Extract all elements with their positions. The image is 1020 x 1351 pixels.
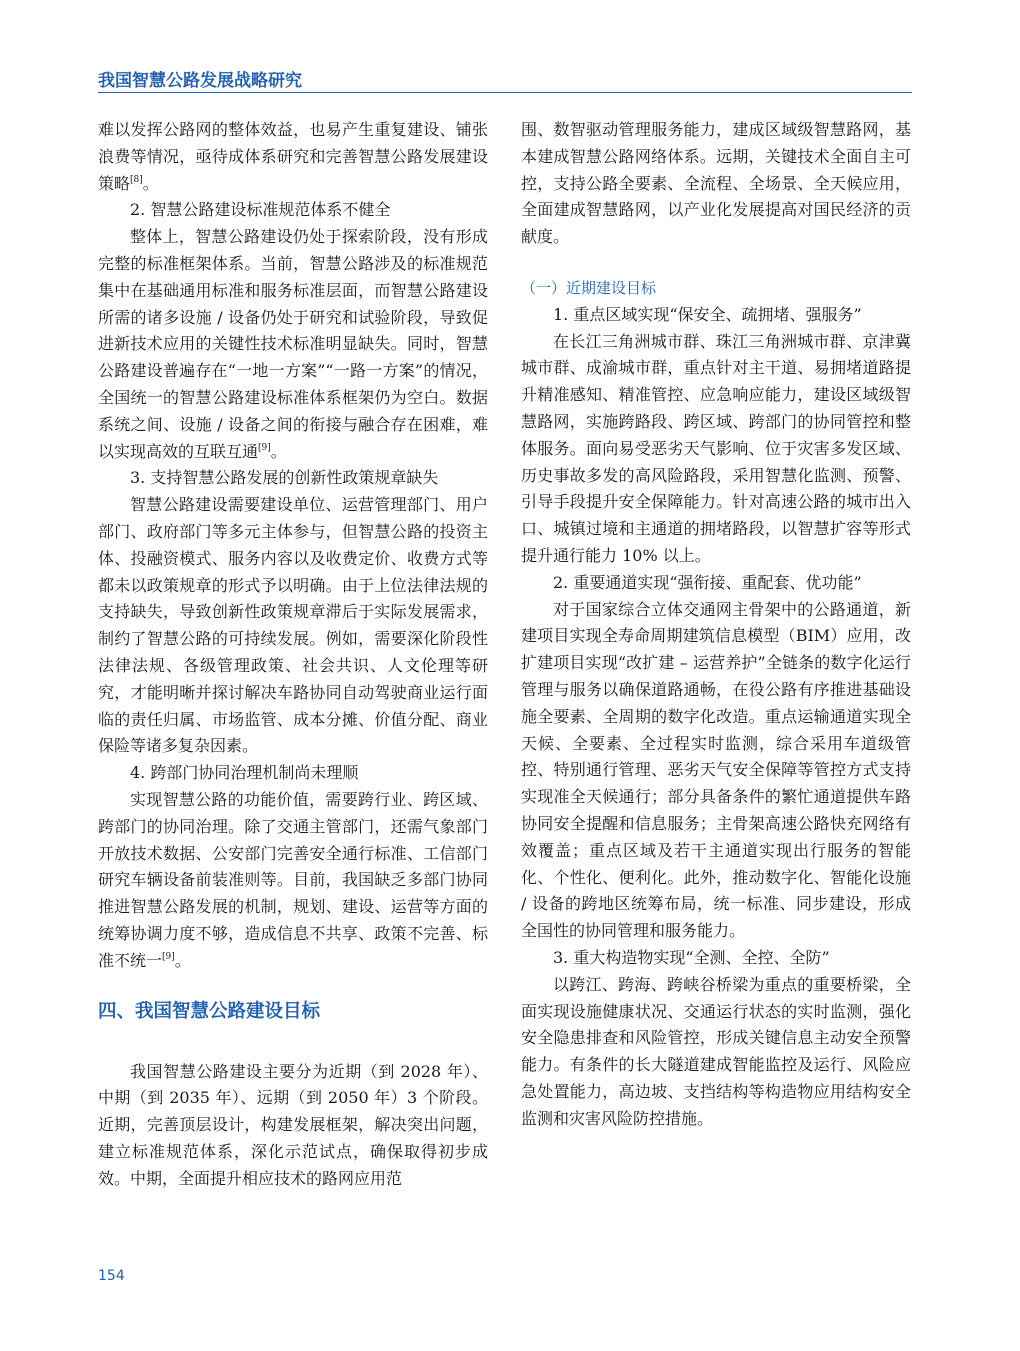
citation-ref[interactable]: [9] bbox=[162, 951, 175, 962]
right-column bbox=[521, 117, 911, 1132]
paragraph: 难以发挥公路网的整体效益，也易产生重复建设、铺张浪费等情况，亟待成体系研究和完善智慧公路发展建设策略[8]。 bbox=[98, 120, 488, 193]
header-divider bbox=[98, 92, 912, 93]
left-column bbox=[98, 117, 488, 1192]
running-header-title: 我国智慧公路发展战略研究 bbox=[98, 71, 302, 91]
subsection-title: （一）近期建设目标 bbox=[521, 278, 657, 297]
paragraph: 整体上，智慧公路建设仍处于探索阶段，没有形成完整的标准框架体系。当前，智慧公路涉及的标准规范集中在基础通用标准和服务标准层面，而智慧公路建设所需的诸多设施 / 设备仍处于研究和试验阶段，导致促进新技术应用的关键性技术标准明显缺失。同时，智慧公路建设普遍存在“一地一方案”“一路一方案”的情况，全国统一的智慧公路建设标准体系框架仍为空白。数据系统之间、设施 / 设备之间的衔接与融合存在困难，难以实现高效的互联互通[9]。 bbox=[98, 227, 488, 461]
citation-ref[interactable]: [9] bbox=[258, 442, 271, 453]
subsection-heading: 1. 重点区域实现“保安全、疏拥堵、强服务” bbox=[553, 304, 862, 324]
paragraph: 智慧公路建设需要建设单位、运营管理部门、用户部门、政府部门等多元主体参与，但智慧公路的投资主体、投融资模式、服务内容以及收费定价、收费方式等都未以政策规章的形式予以明确。由于上位法律法规的支持缺失，导致创新性政策规章滞后于实际发展需求，制约了智慧公路的可持续发展。例如，需要深化阶段性法律法规、各级管理政策、社会共识、人文伦理等研究，才能明晰并探讨解决车路协同自动驾驶商业运行面临的责任归属、市场监管、成本分摊、价值分配、商业保险等诸多复杂因素。 bbox=[98, 495, 488, 756]
paragraph: 在长江三角洲城市群、珠江三角洲城市群、京津冀城市群、成渝城市群，重点针对主干道、易拥堵道路提升精准感知、精准管控、应急响应能力，建设区域级智慧路网，实施跨路段、跨区域、跨部门的协同管控和整体服务。面向易受恶劣天气影响、位于灾害多发区域、历史事故多发的高风险路段，采用智慧化监测、预警、引导手段提升安全保障能力。针对高速公路的城市出入口、城镇过境和主通道的拥堵路段，以智慧扩容等形式提升通行能力 10% 以上。 bbox=[521, 331, 911, 565]
paragraph: 围、数智驱动管理服务能力，建成区域级智慧路网，基本建成智慧公路网络体系。远期，关键技术全面自主可控，支持公路全要素、全流程、全场景、全天候应用，全面建成智慧路网，以产业化发展提高对国民经济的贡献度。 bbox=[521, 120, 911, 247]
paragraph: 实现智慧公路的功能价值，需要跨行业、跨区域、跨部门的协同治理。除了交通主管部门，还需气象部门开放技术数据、公安部门完善安全通行标准、工信部门研究车辆设备前装准则等。目前，我国缺乏多部门协同推进智慧公路发展的机制，规划、建设、运营等方面的统筹协调力度不够，造成信息不共享、政策不完善、标准不统一[9]。 bbox=[98, 789, 488, 970]
subsection-heading: 3. 重大构造物实现“全测、全控、全防” bbox=[553, 947, 830, 967]
page-number: 154 bbox=[98, 1268, 125, 1284]
citation-ref[interactable]: [8] bbox=[130, 174, 143, 185]
section-heading: 四、我国智慧公路建设目标 bbox=[98, 1000, 321, 1022]
subsection-heading: 3. 支持智慧公路发展的创新性政策规章缺失 bbox=[130, 468, 439, 488]
subsection-heading: 4. 跨部门协同治理机制尚未理顺 bbox=[130, 763, 359, 783]
paragraph: 对于国家综合立体交通网主骨架中的公路通道，新建项目实现全寿命周期建筑信息模型（BIM）应用，改扩建项目实现“改扩建 – 运营养护”全链条的数字化运行管理与服务以确保道路通畅，在役公路有序推进基础设施全要素、全周期的数字化改造。重点运输通道实现全天候、全要素、全过程实时监测，综合采用车道级管控、特别通行管理、恶劣天气安全保障等管控方式支持实现准全天候通行；部分具备条件的繁忙通道提供车路协同安全提醒和信息服务；主骨架高速公路快充网络有效覆盖；重点区域及若干主通道实现出行服务的智能化、个性化、便利化。此外，推动数字化、智能化设施 / 设备的跨地区统筹布局，统一标准、同步建设，形成全国性的协同管理和服务能力。 bbox=[521, 599, 911, 941]
subsection-heading: 2. 智慧公路建设标准规范体系不健全 bbox=[130, 200, 391, 220]
paragraph: 以跨江、跨海、跨峡谷桥梁为重点的重要桥梁，全面实现设施健康状况、交通运行状态的实时监测，强化安全隐患排查和风险管控，形成关键信息主动安全预警能力。有条件的长大隧道建成智能监控及运行、风险应急处置能力，高边坡、支挡结构等构造物应用结构安全监测和灾害风险防控措施。 bbox=[521, 974, 911, 1128]
subsection-heading: 2. 重要通道实现“强衔接、重配套、优功能” bbox=[553, 572, 862, 592]
paragraph: 我国智慧公路建设主要分为近期（到 2028 年）、中期（到 2035 年）、远期（到 2050 年）3 个阶段。近期，完善顶层设计，构建发展框架，解决突出问题，建立标准规范体系，深化示范试点，确保取得初步成效。中期，全面提升相应技术的路网应用范 bbox=[98, 1061, 488, 1188]
